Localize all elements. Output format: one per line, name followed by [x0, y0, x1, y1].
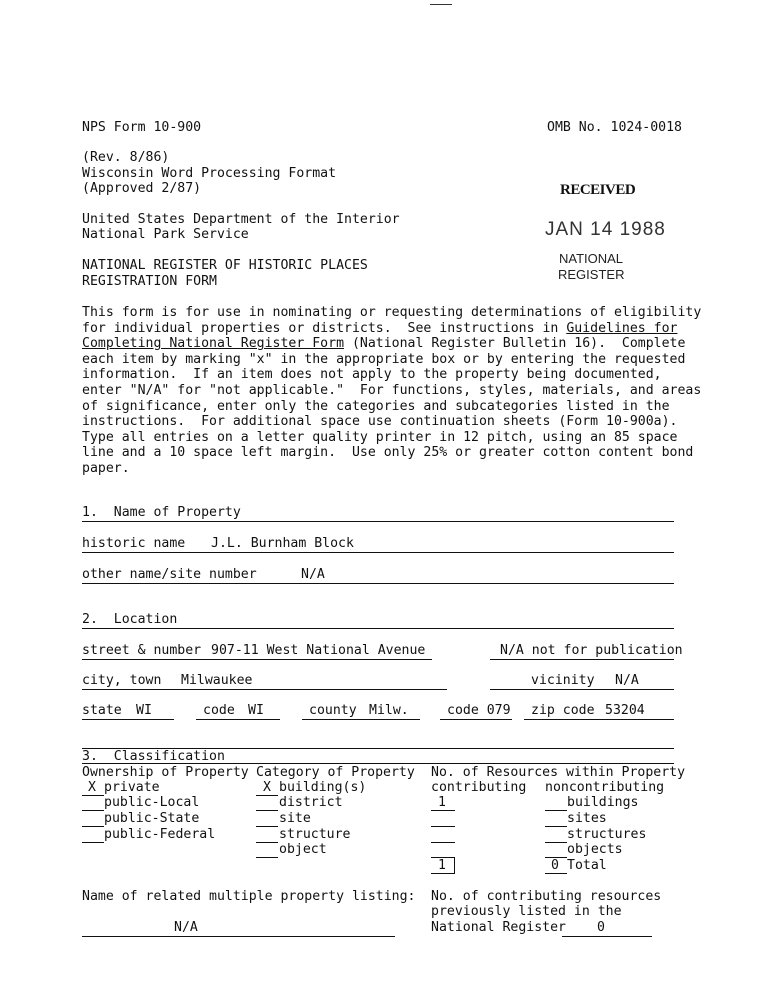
contributing-count[interactable]: 1 — [438, 795, 446, 810]
stamp-register: REGISTER — [558, 267, 625, 282]
received-stamp: RECEIVED — [560, 182, 636, 198]
category-option: structure — [279, 827, 351, 842]
revision-line: (Rev. 8/86) — [82, 150, 170, 165]
section-1-heading: 1. Name of Property — [82, 505, 241, 520]
instructions-line: enter "N/A" for "not applicable." For functions, styles, materials, and areas — [82, 382, 702, 398]
form-title-line: NATIONAL REGISTER OF HISTORIC PLACES — [82, 258, 368, 273]
state-label: state — [82, 703, 122, 718]
resource-type: objects — [567, 842, 623, 857]
instructions-line — [82, 321, 682, 337]
previously-listed-field[interactable]: 0 — [597, 920, 605, 935]
national-register-stamp — [558, 251, 624, 283]
ownership-option: private — [104, 780, 160, 795]
category-option: site — [279, 811, 311, 826]
instructions-line: paper. — [82, 460, 130, 476]
state-field[interactable]: WI — [136, 703, 152, 718]
resource-type: Total — [567, 858, 607, 873]
street-field[interactable]: 907-11 West National Avenue — [211, 643, 426, 658]
agency-line: United States Department of the Interior — [82, 212, 400, 227]
field-rule — [82, 552, 674, 553]
agency-line: National Park Service — [82, 227, 249, 242]
other-name-label: other name/site number — [82, 567, 257, 582]
received-date-stamp: JAN 14 1988 — [545, 219, 666, 240]
previously-listed-line: National Register — [431, 920, 566, 935]
omb-number: OMB No. 1024-0018 — [547, 120, 682, 135]
county-field[interactable]: Milw. — [369, 703, 409, 718]
revision-line: (Approved 2/87) — [82, 181, 202, 196]
instructions-line: line and a 10 space left margin. Use only 25% or greater cotton content bond — [82, 445, 694, 461]
county-label: county — [309, 703, 357, 718]
resource-type: buildings — [567, 795, 639, 810]
checkbox-blank[interactable] — [256, 842, 278, 843]
resource-type: structures — [567, 827, 647, 842]
zip-label: zip code — [531, 703, 595, 718]
field-rule — [82, 583, 674, 584]
instructions-paragraph — [82, 305, 702, 477]
checkbox-blank[interactable] — [256, 826, 278, 827]
section-3-heading: 3. Classification — [82, 749, 225, 764]
instructions-line: information. If an item does not apply to the property being documented, — [82, 367, 662, 383]
instructions-text: (National Register Bulletin 16). Complete — [344, 336, 686, 352]
section-rule — [82, 763, 674, 764]
other-name-field[interactable]: N/A — [301, 567, 325, 582]
noncontributing-label: noncontributing — [545, 780, 665, 795]
checkbox-blank[interactable] — [82, 826, 104, 827]
top-edge-mark — [430, 4, 452, 5]
resource-type: sites — [567, 811, 607, 826]
ownership-option: public-Federal — [104, 827, 216, 842]
field-rule — [490, 689, 674, 690]
count-rule — [431, 873, 455, 874]
historic-name-label: historic name — [82, 536, 186, 551]
field-rule — [82, 719, 174, 720]
field-rule — [490, 659, 674, 660]
checkbox-blank[interactable] — [256, 857, 278, 858]
checkbox-blank[interactable] — [82, 795, 104, 796]
county-code-field[interactable]: code 079 — [447, 703, 511, 718]
vicinity-field[interactable]: N/A — [615, 673, 639, 688]
instructions-line: Type all entries on a letter quality printer in 12 pitch, using an 85 space — [82, 429, 678, 445]
zip-field[interactable]: 53204 — [605, 703, 645, 718]
instructions-line: of significance, enter only the categories and subcategories listed in the — [82, 398, 670, 414]
guidelines-reference: Completing National Register Form — [82, 336, 345, 352]
section-2-heading: 2. Location — [82, 612, 178, 627]
field-rule — [196, 719, 280, 720]
vicinity-label: vicinity — [531, 673, 595, 688]
count-rule — [545, 826, 567, 827]
previously-listed-line: No. of contributing resources — [431, 889, 662, 904]
state-code-field[interactable]: WI — [248, 703, 264, 718]
section-rule — [82, 628, 674, 629]
field-rule — [562, 936, 652, 937]
instructions-line: This form is for use in nominating or requesting determinations of eligibility — [82, 305, 702, 320]
city-label: city, town — [82, 673, 162, 688]
count-rule — [431, 810, 455, 811]
category-option: district — [279, 795, 343, 810]
noncontributing-total[interactable]: 0 — [551, 858, 559, 873]
checkbox-blank[interactable] — [82, 810, 104, 811]
field-rule — [302, 719, 420, 720]
resources-header: No. of Resources within Property — [431, 765, 686, 780]
instructions-line: each item by marking "x" in the appropriate box or by entering the requested — [82, 351, 686, 367]
instructions-text: for individual properties or districts. See instructions in — [82, 320, 567, 336]
category-header: Category of Property — [256, 765, 415, 780]
related-listing-field[interactable]: N/A — [174, 920, 198, 935]
category-mark[interactable]: X — [263, 780, 271, 795]
instructions-line: instructions. For additional space use continuation sheets (Form 10-900a). — [82, 414, 678, 430]
field-rule — [524, 719, 674, 720]
checkbox-blank[interactable] — [256, 810, 278, 811]
revision-line: Wisconsin Word Processing Format — [82, 166, 337, 181]
checkbox-blank[interactable] — [256, 795, 278, 796]
contributing-total[interactable]: 1 — [438, 858, 446, 873]
state-code-label: code — [203, 703, 235, 718]
count-rule — [545, 842, 567, 843]
field-rule — [82, 659, 432, 660]
form-number: NPS Form 10-900 — [82, 120, 202, 135]
count-rule — [545, 810, 567, 811]
category-option: object — [279, 842, 327, 857]
count-rule — [431, 842, 455, 843]
guidelines-reference: Guidelines for — [566, 320, 678, 336]
section-rule — [82, 521, 674, 522]
ownership-option: public-State — [104, 811, 200, 826]
count-rule — [545, 873, 567, 874]
stamp-national: NATIONAL — [558, 251, 624, 266]
instructions-line — [82, 336, 686, 352]
total-box-edge — [454, 857, 455, 873]
ownership-header: Ownership of Property — [82, 765, 249, 780]
street-label: street & number — [82, 643, 202, 658]
related-listing-label: Name of related multiple property listing: — [82, 889, 416, 904]
ownership-mark[interactable]: X — [88, 780, 96, 795]
contributing-label: contributing — [431, 780, 527, 795]
field-rule — [82, 689, 447, 690]
form-title-line: REGISTRATION FORM — [82, 274, 217, 289]
previously-listed-line: previously listed in the — [431, 904, 622, 919]
historic-name-field[interactable]: J.L. Burnham Block — [211, 536, 354, 551]
ownership-option: public-Local — [104, 795, 200, 810]
field-rule — [82, 936, 395, 937]
count-rule — [431, 826, 455, 827]
category-option: building(s) — [279, 780, 367, 795]
city-field[interactable]: Milwaukee — [181, 673, 253, 688]
field-rule — [440, 719, 512, 720]
not-for-publication[interactable]: N/A not for publication — [500, 643, 683, 658]
checkbox-blank[interactable] — [82, 842, 104, 843]
